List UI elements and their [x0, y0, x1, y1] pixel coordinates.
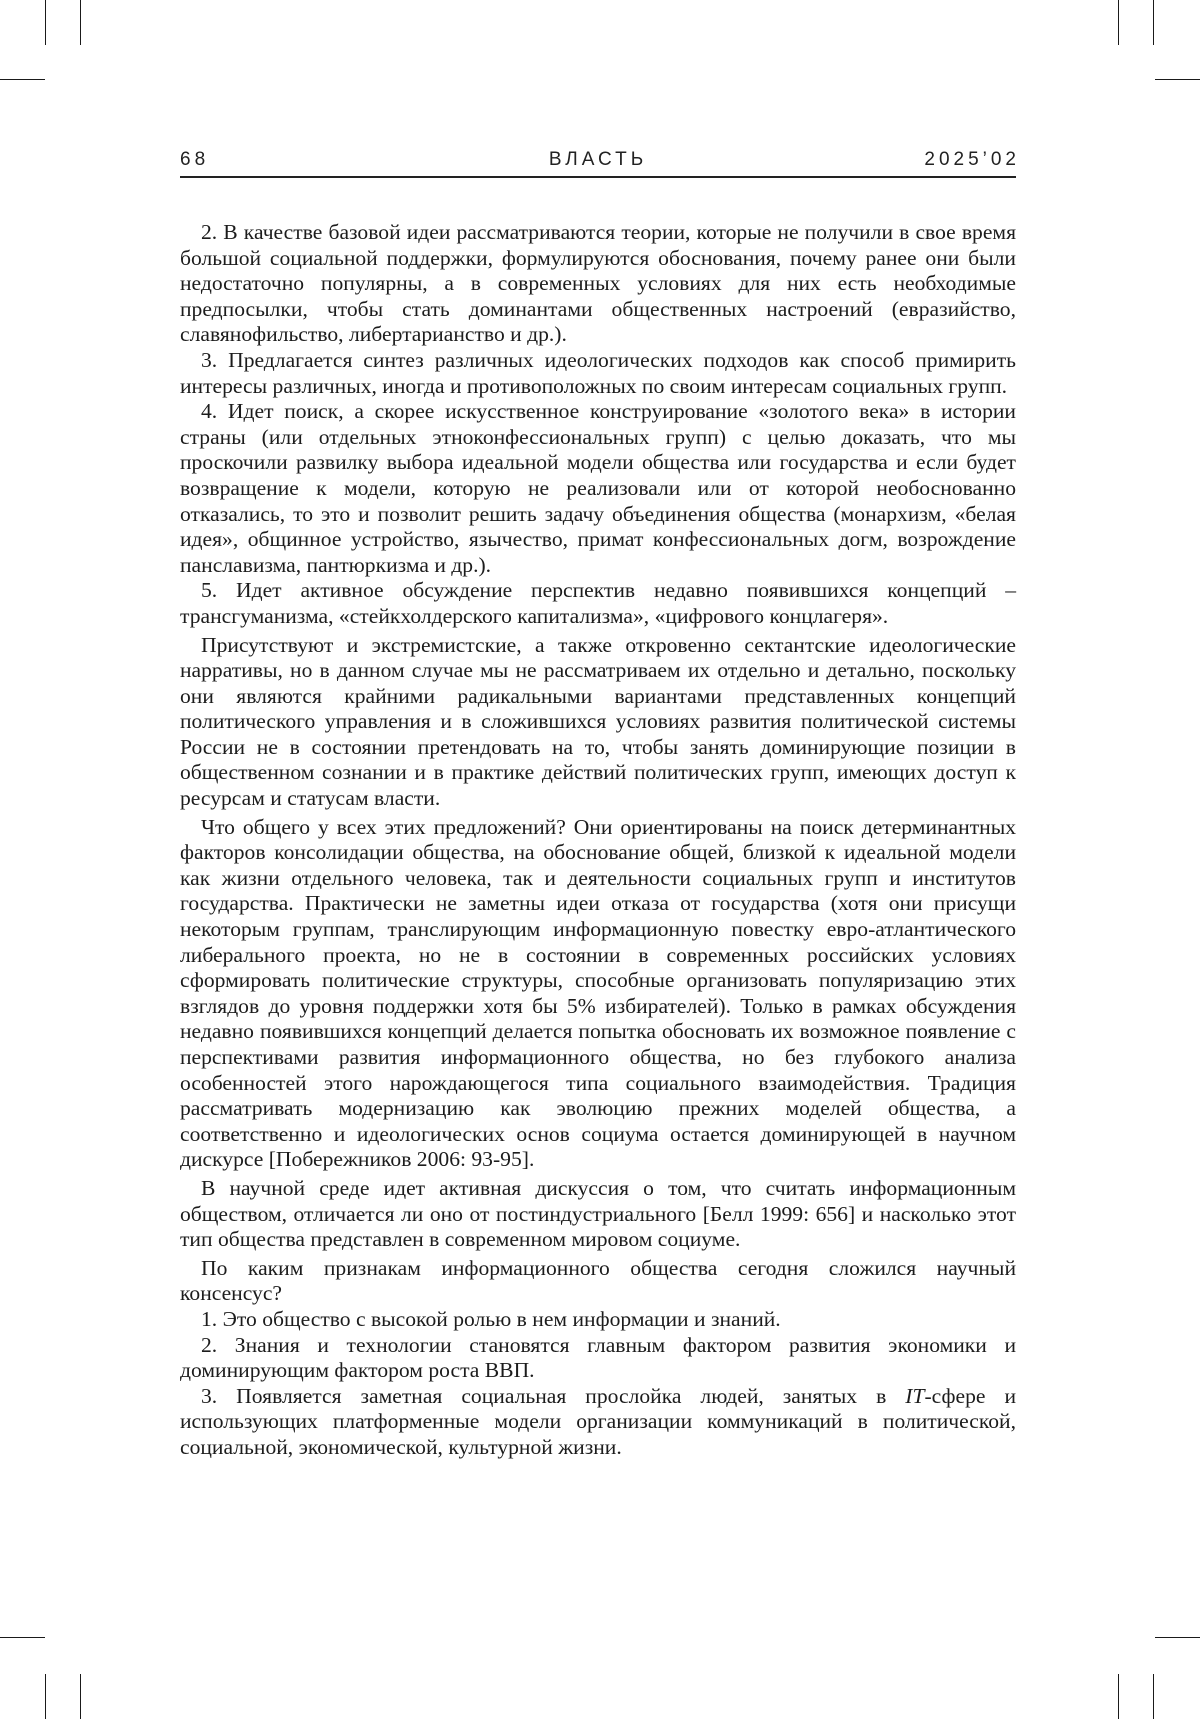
crop-mark-bottom-left-inner: [80, 1674, 81, 1719]
paragraph-scientific-discussion: В научной среде идет активная дискуссия о том, что считать информационным обществом, отличается ли оно от постиндустриального [Белл 1999: 656] и насколько этот тип общества представлен в современном мировом социуме.: [180, 1176, 1016, 1253]
paragraph-list-item-3: 3. Предлагается синтез различных идеологических подходов как способ примирить интересы различных, иногда и противоположных по своим интересам социальных групп.: [180, 348, 1016, 399]
page-number: 68: [180, 149, 209, 171]
journal-title: ВЛАСТЬ: [180, 149, 1016, 171]
crop-mark-bottom-right-horizontal: [1155, 1637, 1200, 1638]
crop-mark-bottom-left-horizontal: [0, 1637, 45, 1638]
crop-mark-top-right-horizontal: [1155, 79, 1200, 80]
paragraph-feature-2: 2. Знания и технологии становятся главным фактором развития экономики и доминирующим фактором роста ВВП.: [180, 1333, 1016, 1384]
paragraph-list-item-2: 2. В качестве базовой идеи рассматриваются теории, которые не получили в свое время большой социальной поддержки, формулируются обоснования, почему ранее они были недостаточно популярны, а в современных условиях для них есть необходимые предпосылки, чтобы стать доминантами общественных настроений (евразийство, славянофильство, либертарианство и др.).: [180, 220, 1016, 348]
issue-number: 2025’02: [924, 149, 1020, 171]
paragraph-feature-1: 1. Это общество с высокой ролью в нем информации и знаний.: [180, 1307, 1016, 1333]
crop-mark-top-right-inner: [1118, 0, 1119, 45]
running-header: [180, 149, 1016, 173]
paragraph-extremist-narratives: Присутствуют и экстремистские, а также откровенно сектантские идеологические нарративы, но в данном случае мы не рассматриваем их отдельно и детально, поскольку они являются крайними радикальными вариантами представленных концепций политического управления и в сложившихся условиях развития политической системы России не в состоянии претендовать на то, чтобы занять доминирующие позиции в общественном сознании и в практике действий политических групп, имеющих доступ к ресурсам и статусам власти.: [180, 633, 1016, 812]
paragraph-common-features: Что общего у всех этих предложений? Они ориентированы на поиск детерминантных факторов консолидации общества, на обоснование общей, близкой к идеальной модели как жизни отдельного человека, так и деятельности социальных групп и институтов государства. Практически не заметны идеи отказа от государства (хотя они присущи некоторым группам, транслирующим информационную повестку евро-атлантического либерального проекта, но не в состоянии в современных российских условиях сформировать политические структуры, способные организовать популяризацию этих взглядов до уровня поддержки хотя бы 5% избирателей). Только в рамках обсуждения недавно появившихся концепций делается попытка обосновать их возможное появление с перспективами развития информационного общества, но без глубокого анализа особенностей этого нарождающегося типа социального взаимодействия. Традиция рассматривать модернизацию как эволюцию прежних моделей общества, а соответственно и идеологических основ социума остается доминирующей в научном дискурсе [Побережников 2006: 93-95].: [180, 815, 1016, 1173]
article-body: [180, 220, 1016, 1461]
paragraph-consensus-question: По каким признакам информационного общества сегодня сложился научный консенсус?: [180, 1256, 1016, 1307]
crop-mark-top-left-outer: [45, 0, 46, 45]
crop-mark-top-right-outer: [1153, 0, 1154, 45]
crop-mark-top-left-inner: [80, 0, 81, 45]
paragraph-feature-3: [180, 1384, 1016, 1461]
journal-page: [0, 0, 1200, 1719]
feature-3-text-after: -сфере и использующих платформенные модели организации коммуникаций в политической, социальной, экономической, культурной жизни.: [180, 1384, 1016, 1459]
crop-mark-bottom-right-inner: [1118, 1674, 1119, 1719]
feature-3-italic-it: IT: [905, 1384, 924, 1408]
crop-mark-bottom-right-outer: [1153, 1674, 1154, 1719]
paragraph-list-item-4: 4. Идет поиск, а скорее искусственное конструирование «золотого века» в истории страны (или отдельных этноконфессиональных групп) с целью доказать, что мы проскочили развилку выбора идеальной модели общества или государства и если будет возвращение к модели, которую не реализовали или от которой необоснованно отказались, то это и позволит решить задачу объединения общества (монархизм, «белая идея», общинное устройство, язычество, примат конфессиональных догм, возрождение панславизма, пантюркизма и др.).: [180, 399, 1016, 578]
paragraph-list-item-5: 5. Идет активное обсуждение перспектив недавно появившихся концепций – трансгуманизма, «стейкхолдерского капитализма», «цифрового концлагеря».: [180, 578, 1016, 629]
crop-mark-top-left-horizontal: [0, 79, 45, 80]
feature-3-text-before: 3. Появляется заметная социальная прослойка людей, занятых в: [201, 1384, 905, 1408]
header-rule: [180, 176, 1016, 178]
crop-mark-bottom-left-outer: [45, 1674, 46, 1719]
